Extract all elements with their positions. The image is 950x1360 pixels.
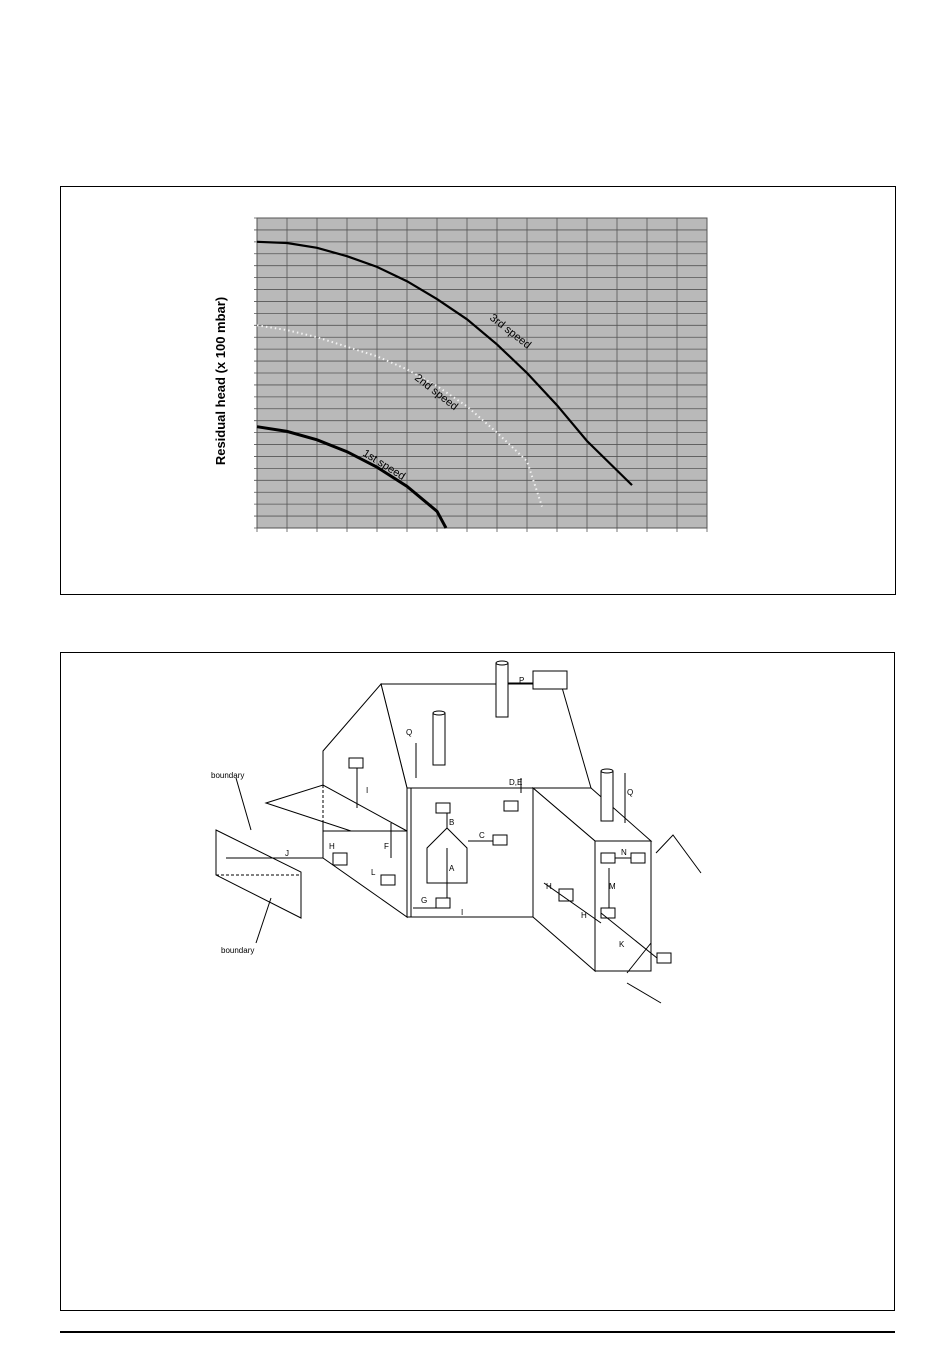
- curve-label-1st-speed: 1st speed: [360, 447, 408, 483]
- chimney-rear: [433, 711, 445, 765]
- label-K: K: [619, 940, 625, 949]
- label-G: G: [421, 896, 428, 905]
- curve-label-2nd-speed: 2nd speed: [412, 371, 461, 414]
- boundary-wall: [216, 830, 301, 918]
- label-DE: D,E: [509, 778, 523, 787]
- y-axis-label: Residual head (x 100 mbar): [213, 296, 228, 466]
- chimney-right: [601, 769, 613, 821]
- pump-performance-chart-frame: [60, 186, 896, 595]
- label-I-gable: I: [366, 786, 369, 795]
- porch-wall: [323, 831, 407, 917]
- label-F: F: [384, 842, 389, 851]
- label-H-side-2: H: [581, 911, 587, 920]
- label-H-side-1: H: [546, 882, 552, 891]
- flue-terminal-position-diagram-frame: [60, 652, 895, 1311]
- boundary-label-top: boundary: [211, 771, 245, 780]
- label-A: A: [449, 864, 455, 873]
- boundary-label-bottom: boundary: [221, 946, 255, 955]
- main-roof: [381, 684, 591, 788]
- label-C: C: [479, 831, 485, 840]
- label-I-front: I: [461, 908, 464, 917]
- label-M: M: [609, 882, 616, 891]
- footer-rule: [60, 1331, 895, 1333]
- flue-terminal-position-diagram: [61, 653, 894, 1310]
- label-B: B: [449, 818, 455, 827]
- label-L: L: [371, 868, 376, 877]
- label-J: J: [285, 849, 289, 858]
- pump-performance-chart: [61, 187, 895, 594]
- label-Q-main: Q: [406, 728, 413, 737]
- chimney-main: [496, 661, 508, 717]
- curve-label-3rd-speed: 3rd speed: [487, 311, 534, 352]
- label-H-porch: H: [329, 842, 335, 851]
- label-P: P: [519, 676, 525, 685]
- label-N: N: [621, 848, 627, 857]
- label-Q-right: Q: [627, 788, 634, 797]
